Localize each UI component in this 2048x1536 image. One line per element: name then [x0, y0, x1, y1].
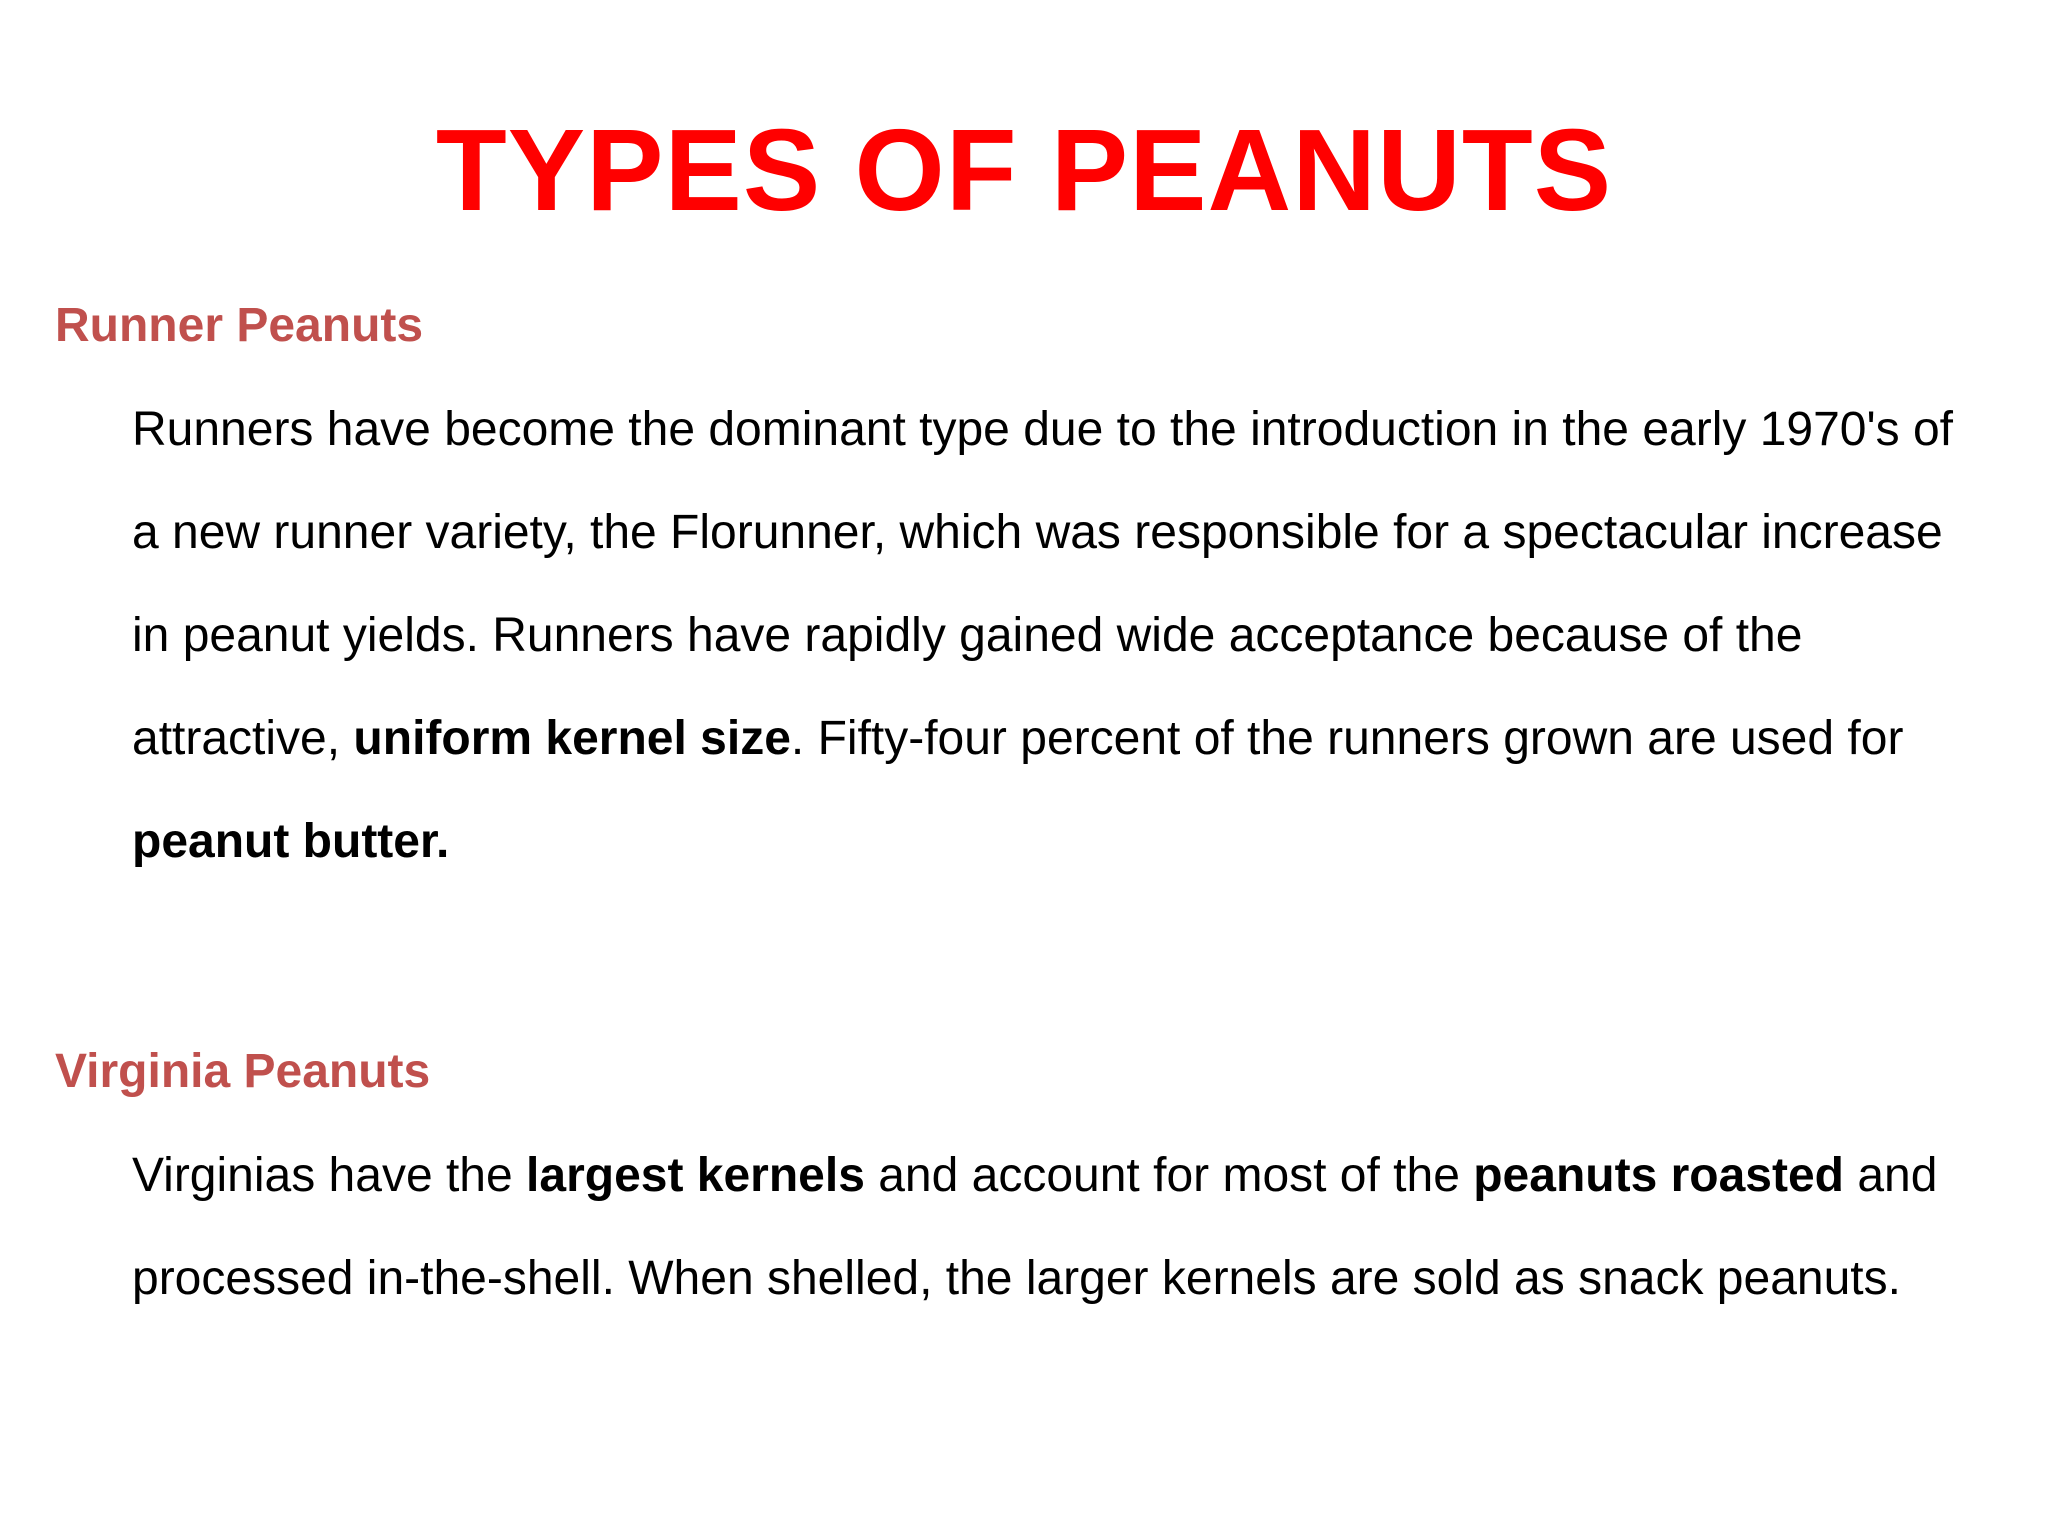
runner-peanuts-heading: Runner Peanuts — [55, 299, 424, 352]
virginia-bold-largest-kernels: largest kernels — [526, 1149, 865, 1202]
virginia-text-3: and processed in-the-shell. When shelled, the larger kernels are sold as snack peanuts. — [132, 1149, 1938, 1305]
virginia-text-1: Virginias have the — [132, 1149, 527, 1202]
slide-title: TYPES OF PEANUTS — [435, 105, 1613, 235]
virginia-text-2: and account for most of the — [864, 1149, 1474, 1202]
virginia-peanuts-paragraph — [132, 1124, 1962, 1330]
runner-peanuts-paragraph — [132, 378, 1962, 893]
runner-bold-uniform-kernel-size: uniform kernel size — [353, 712, 791, 765]
runner-bold-peanut-butter: peanut butter. — [132, 815, 450, 868]
runner-text-1: Runners have become the dominant type due to the introduction in the early 1970's of a new runner variety, the Florunner, which was responsible for a spectacular increase in peanut yields. Runners have rapidly gained wide acceptance because of the attractive, — [132, 403, 1953, 765]
runner-text-2: . Fifty-four percent of the runners grown are used for — [790, 712, 1904, 765]
virginia-peanuts-heading: Virginia Peanuts — [55, 1045, 431, 1098]
virginia-bold-peanuts-roasted: peanuts roasted — [1473, 1149, 1844, 1202]
